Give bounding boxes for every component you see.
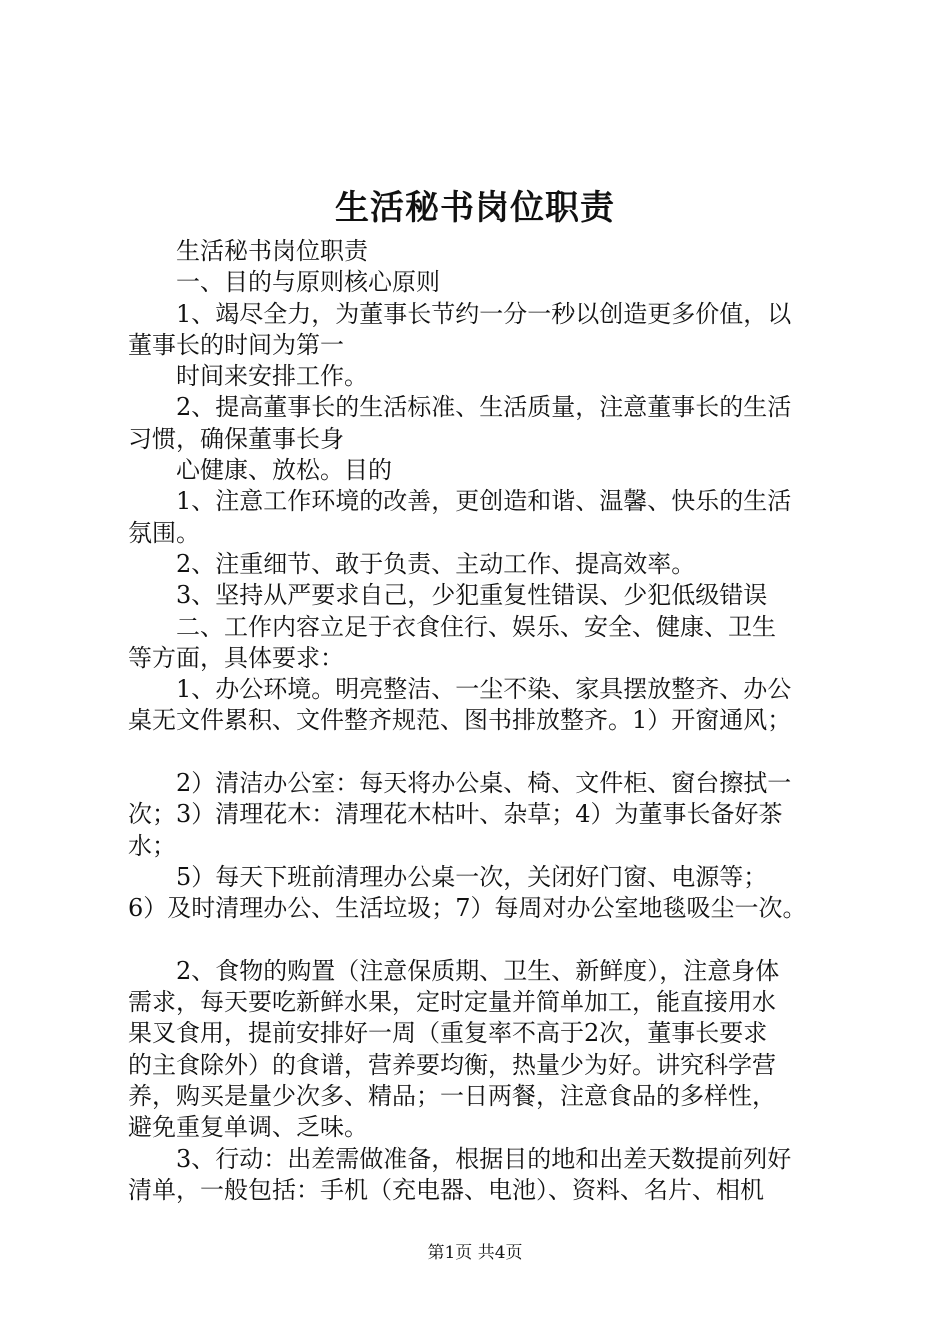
paragraph-line: 6）及时清理办公、生活垃圾；7）每周对办公室地毯吸尘一次。 (128, 894, 807, 923)
paragraph-line: 氛围。 (128, 518, 200, 547)
paragraph-line: 需求，每天要吃新鲜水果，定时定量并简单加工，能直接用水 (128, 988, 776, 1017)
paragraph-line: 2、提高董事长的生活标准、生活质量，注意董事长的生活 (128, 393, 792, 422)
blank-line (128, 737, 848, 768)
paragraph-line: 习惯，确保董事长身 (128, 424, 344, 453)
paragraph-line: 一、目的与原则核心原则 (128, 268, 440, 297)
paragraph-line: 水； (128, 831, 176, 860)
paragraph-line: 1、办公环境。明亮整洁、一尘不染、家具摆放整齐、办公 (128, 675, 792, 704)
paragraph-line: 3、行动：出差需做准备，根据目的地和出差天数提前列好 (128, 1144, 792, 1173)
paragraph-line: 的主食除外）的食谱，营养要均衡，热量少为好。讲究科学营 (128, 1050, 776, 1079)
paragraph-line: 生活秘书岗位职责 (128, 237, 368, 265)
paragraph-line: 次；3）清理花木：清理花木枯叶、杂草；4）为董事长备好茶 (128, 800, 783, 829)
paragraph-line: 二、工作内容立足于衣食住行、娱乐、安全、健康、卫生 (128, 612, 776, 641)
paragraph-line: 2、食物的购置（注意保质期、卫生、新鲜度），注意身体 (128, 956, 780, 985)
paragraph-line: 2、注重细节、敢于负责、主动工作、提高效率。 (128, 549, 696, 578)
paragraph-line: 养，购买是量少次多、精品；一日两餐，注意食品的多样性， (128, 1082, 776, 1111)
paragraph-line: 董事长的时间为第一 (128, 330, 344, 359)
page-footer: 第1页 共4页 (427, 1243, 523, 1263)
paragraph-line: 时间来安排工作。 (128, 362, 368, 391)
paragraph-line: 心健康、放松。目的 (128, 456, 392, 485)
document-title: 生活秘书岗位职责 (335, 188, 615, 228)
paragraph-line: 1、注意工作环境的改善，更创造和谐、温馨、快乐的生活 (128, 487, 792, 516)
paragraph-line: 5）每天下班前清理办公桌一次，关闭好门窗、电源等； (128, 862, 768, 891)
blank-line (128, 925, 848, 956)
paragraph-line: 避免重复单调、乏味。 (128, 1113, 368, 1142)
paragraph-line: 清单，一般包括：手机（充电器、电池）、资料、名片、相机 (128, 1175, 764, 1204)
paragraph-line: 1、竭尽全力，为董事长节约一分一秒以创造更多价值，以 (128, 299, 792, 328)
paragraph-line: 等方面，具体要求： (128, 643, 344, 672)
paragraph-line: 桌无文件累积、文件整齐规范、图书排放整齐。1）开窗通风； (128, 706, 792, 735)
paragraph-line: 2）清洁办公室：每天将办公桌、椅、文件柜、窗台擦拭一 (128, 769, 792, 798)
paragraph-line: 3、坚持从严要求自己，少犯重复性错误、少犯低级错误 (128, 581, 768, 610)
paragraph-line: 果叉食用，提前安排好一周（重复率不高于2次，董事长要求 (128, 1019, 768, 1048)
document-body (128, 236, 848, 1206)
